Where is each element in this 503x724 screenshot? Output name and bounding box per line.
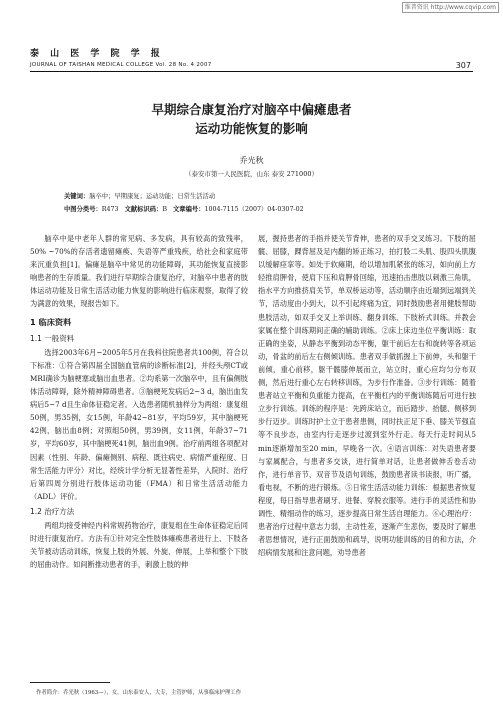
article-id: 1004-7115（2007）04-0307-02 xyxy=(204,206,304,213)
section-heading-clinical-data: 1 临床资料 xyxy=(30,316,72,327)
clc-label: 中图分类号： xyxy=(64,206,102,213)
author: 乔光秋 xyxy=(239,156,264,165)
doc-code-label: 文献标识码： xyxy=(124,206,163,213)
treatment-method-paragraph: 两组均接受神经内科常规药物治疗，康复组在生命体征稳定后同时进行康复治疗。方法有①针对完全性肢体瘫痪患者进行上、下肢各关节被动活动训练，恢复上肢的外展、外旋、伸展，上举和整个下肢的屈曲动作。如间断推动患者的手，刺激上肢的伸 xyxy=(30,520,248,570)
header-rule xyxy=(30,71,473,72)
affiliation: （泰安市第一人民医院，山东 泰安 271000） xyxy=(185,170,318,178)
subsection-heading-general-data: 1.1 一般资料 xyxy=(30,333,75,343)
footnote-rule xyxy=(30,682,110,683)
keywords: 脑卒中；早期康复；运动功能；日常生活活动 xyxy=(89,193,216,200)
article-title-line1: 早期综合康复治疗对脑卒中偏瘫患者 xyxy=(151,102,352,117)
journal-header xyxy=(30,46,212,68)
page-number: 307 xyxy=(455,61,471,70)
intro-paragraph: 脑卒中是中老年人群的常见病、多发病，具有较高的致残率，50% ~70%的存活者遗留瘫痪、失语等严重残疾，给社会和家庭带来沉重负担[1]。偏瘫是脑卒中常见的功能障碍，其功能恢复直接影响患者的生存质量。我们进行早期综合康复治疗，对脑卒中患者的肢体运动功能及日常生活活动能力恢复的影响进行临床观察，取得了较为满意的效果，现报告如下。 xyxy=(30,234,248,309)
subsection-heading-treatment-method: 1.2 治疗方法 xyxy=(30,506,75,516)
right-column xyxy=(258,232,476,559)
watermark: 维普资讯 http://www.cqvip.com xyxy=(402,2,499,13)
author-footnote: 作者简介：乔光秋（1963—），女，山东泰安人，大专，主管护师，从事临床护理工作 xyxy=(36,690,242,696)
left-column xyxy=(30,232,248,571)
clc: R473 xyxy=(101,206,119,213)
keywords-line xyxy=(64,191,215,200)
doc-code: B xyxy=(162,206,167,213)
article-id-label: 文章编号： xyxy=(173,206,205,213)
article-title-line2: 运动功能恢复的影响 xyxy=(195,121,308,136)
treatment-continued-paragraph: 展，握持患者的手指并使关节背伸，患者的双手交叉练习。下肢的屈髋、屈膝，踝背屈及足内翻的矫正练习，拍打股二头肌、股四头肌腹以缓解痉挛等。如处于软瘫期，给以增加肌紧张的练习，如向前上方轻推肩胛骨，使肩下压和肩胛骨回缩，迅速拍击患肢以刺激三角肌，指水平方向推挤肩关节，单双桥运动等，活动顺序由近端到远端到关节，活动度由小到大，以不引起疼痛为宜，同时鼓励患者用健肢帮助患肢活动，如双手交叉上举训练、翻身训练、下肢桥式训练。并教会家属在整个训练期间正确的辅助训练。②床上床边坐位平衡训练：取正确的坐姿，从静态平衡到动态平衡，躯干前后左右和旋转等各项运动，骨盆的前后左右侧倾训练。患者双手做抓握上下前伸，头和躯干前倾，重心前移，躯干髋膝伸展而立，站立时，重心应均匀分布双侧，然后进行重心左右转移训练，为步行作准备。③步行训练：随着患者站立平衡和负重能力提高，在平衡杠内的平衡训练随后可进行独立步行训练。训练的程序是：先跨床站立，而后踏步、抬腿、侧移到步行迈步。训练时护士立于患者患侧，同时扶正足下垂、膝关节强直等不良步态，由室内行走逐步过渡到室外行走。每天行走时间从5 min逐渐增加至20 min，早晚各一次。④语言训练：对失语患者要与家属配合，与患者多交谈，进行简单对话，让患者做伸舌卷舌动作，进行单音节、双音节及语句训练，鼓励患者读书读报，听广播，看电视，不断的进行锻炼。⑤日常生活活动能力训练：根据患者恢复程度，每日指导患者刷牙、进餐、穿脱衣服等。进行手的灵活性和协调性、精细动作的练习，逐步提高日常生活自理能力。⑥心理治疗：患者治疗过程中意志力弱，主动性差，逐渐产生悲伤，要及时了解患者思想情况，进行正面鼓励和疏导，说明功能训练的目的和方法，介绍病情发展和注意问题，劝导患者 xyxy=(258,234,476,558)
journal-name-en: JOURNAL OF TAISHAN MEDICAL COLLEGE Vol. 28 No. 4 2007 xyxy=(30,62,212,68)
journal-name-cn: 泰 山 医 学 院 学 报 xyxy=(30,49,164,59)
classification-line xyxy=(64,204,304,213)
general-data-paragraph: 选择2003年6月~2005年5月在我科住院患者共100例，符合以下标准：①符合第四届全国脑血管病的诊断标准[2]，并经头颅CT或MRI确诊为脑梗塞或脑出血患者。②均系第一次脑卒中，且有偏侧肢体活动障碍，除外精神障碍患者。③脑梗死发病后2~3 d，脑出血发病后5~7 d且生命体征稳定者。入选患者随机抽样分为两组：康复组50例，男35例，女15例，年龄42~81岁，平均59岁，其中脑梗死42例，脑出血8例；对照组50例，男39例，女11例，年龄37~71岁，平均60岁，其中脑梗死41例，脑出血9例。治疗前两组各项配对因素（性别、年龄、偏瘫侧别、病程、既往病史、病情严重程度、日常生活能力评分）对比，经统计学分析无显著性差异，入院时、治疗后第四周分别进行肢体运动功能（FMA）和日常生活活动能力（ADL）评价。 xyxy=(30,347,248,501)
keywords-label: 关键词： xyxy=(64,193,90,200)
